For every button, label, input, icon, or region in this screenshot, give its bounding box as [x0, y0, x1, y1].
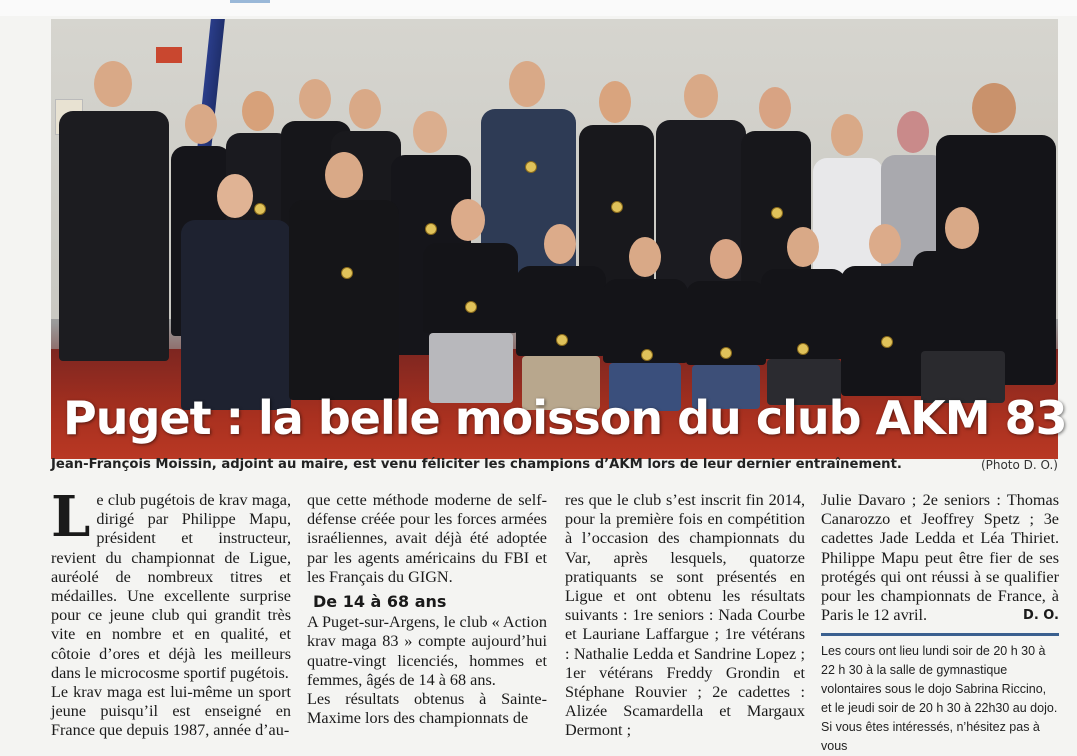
person: [686, 239, 766, 409]
person: [516, 224, 606, 414]
closing-text: Julie Davaro ; 2e seniors : Thomas Canarozzo et Jeoffrey Spetz ; 3e cadettes Jade Ledda et Léa Thiriet. Philippe Mapu peut être fier de ses protégés qui ont réussi à se qualifier pour les championnats de France, à Paris le 12 avril.: [821, 491, 1059, 625]
intro-paragraph: [51, 484, 291, 683]
person: [913, 207, 1013, 407]
page-top-accent: [230, 0, 270, 3]
drop-cap: L: [51, 484, 91, 550]
article-column-2: [307, 491, 547, 728]
info-note: Les cours ont lieu lundi soir de 20 h 30 à 22 h 30 à la salle de gymnastique volontaires sous le dojo Sabrina Riccino, et le jeudi soir de 20 h 30 à 22h30 au dojo. Si vous êtes intéressés, n’hésitez pas à vous: [821, 644, 1058, 754]
paragraph: Le krav maga est lui-même un sport jeune puisqu’il est enseigné en France que depuis 1987, année d’au-: [51, 683, 291, 740]
article-column-3: [565, 491, 805, 741]
intro-text: e club pugétois de krav maga, dirigé par Philippe Mapu, président et instructeur, revient du championnat de Ligue, auréolé de nombreux titres et médailles. Une excellente surprise pour ce jeune club qui grandit très vite en nombre et en qualité, et côtoie d’ores et déjà les meilleurs dans le microcosme sportif pugétois.: [51, 491, 291, 682]
group-photo: [51, 19, 1067, 453]
paragraph: A Puget-sur-Argens, le club « Action krav maga 83 » compte aujourd’hui quatre-vingt licenciés, hommes et femmes, âgés de 14 à 68 ans.: [307, 613, 547, 689]
section-subhead: De 14 à 68 ans: [313, 592, 447, 612]
results-paragraph: res que le club s’est inscrit fin 2014, pour la première fois en compétition à l’occasion des championnats du Var, après lesquels, quatorze pratiquants se sont présentés en Ligue et ont obtenu les résultats suivants : 1re seniors : Nada Courbe et Lauriane Laffargue ; 1re vétérans : Nathalie Ledda et Sandrine Lopez ; 1er vétérans Freddy Grondin et Stéphane Rouvier ; 2e cadettes : Alizée Scamardella et Margaux Dermont ;: [565, 491, 805, 740]
person: [289, 152, 399, 402]
person: [423, 199, 518, 409]
page-top-strip: [0, 0, 1077, 16]
paragraph: que cette méthode moderne de self-défense créée pour les forces armées israéliennes, avait déjà été adoptée par les agents américains du FBI et les Français du GIGN.: [307, 491, 547, 586]
photo-caption: [51, 457, 1058, 477]
closing-paragraph: [821, 491, 1059, 625]
divider: [821, 633, 1059, 636]
article-headline: Puget : la belle moisson du club AKM 83: [63, 391, 1067, 445]
author-signature: D. O.: [1023, 608, 1059, 624]
person: [181, 174, 291, 404]
person: [761, 227, 846, 407]
article-column-1: [51, 484, 291, 741]
person: [603, 237, 688, 412]
caption-text: Jean-François Moissin, adjoint au maire, est venu féliciter les champions d’AKM lors de leur dernier entraînement.: [51, 457, 902, 472]
person: [59, 61, 169, 361]
article-column-4: [821, 491, 1059, 754]
photo-credit: (Photo D. O.): [980, 458, 1058, 472]
paragraph: Les résultats obtenus à Sainte-Maxime lors des championnats de: [307, 690, 547, 728]
